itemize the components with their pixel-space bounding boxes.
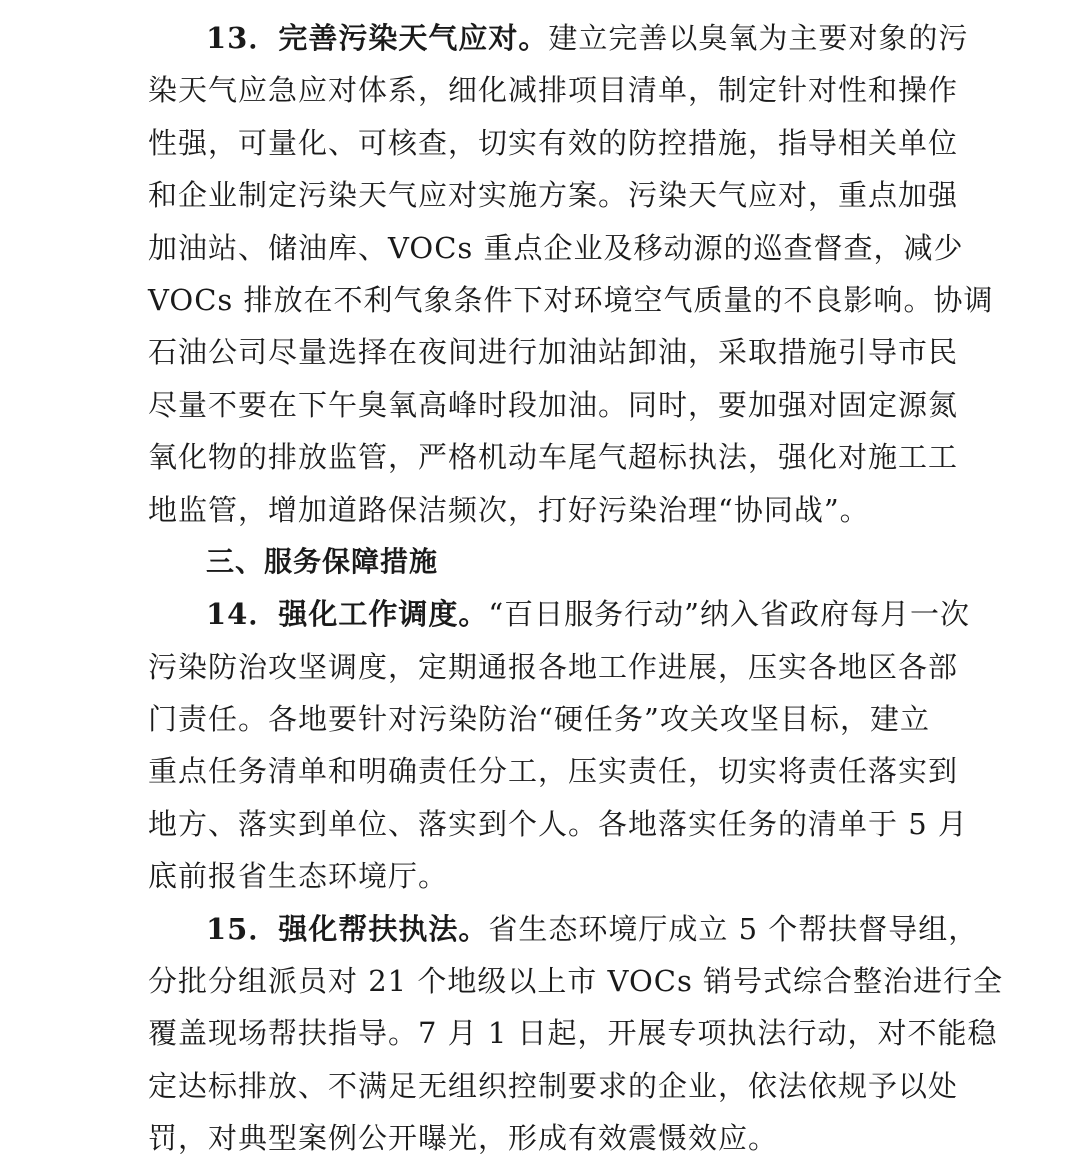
- text-line: 石油公司尽量选择在夜间进行加油站卸油，采取措施引导市民: [148, 335, 959, 370]
- text-line: 重点任务清单和明确责任分工，压实责任，切实将责任落实到: [148, 754, 959, 789]
- text-line: [148, 903, 979, 955]
- text-line: 尽量不要在下午臭氧高峰时段加油。同时，要加强对固定源氮: [148, 387, 959, 422]
- text-line: 氧化物的排放监管，严格机动车尾气超标执法，强化对施工工: [148, 440, 959, 475]
- text-line: VOCs 排放在不利气象条件下对环境空气质量的不良影响。协调: [148, 282, 994, 317]
- text-line: 定达标排放、不满足无组织控制要求的企业，依法依规予以处: [148, 1068, 959, 1103]
- text-line: 地方、落实到单位、落实到个人。各地落实任务的清单于 5 月: [148, 806, 968, 841]
- item-14-text: “百日服务行动”纳入省政府每月一次: [488, 597, 971, 632]
- text-line: 和企业制定污染天气应对实施方案。污染天气应对，重点加强: [148, 178, 959, 213]
- item-13-text: 建立完善以臭氧为主要对象的污: [548, 21, 969, 55]
- item-15-text: 省生态环境厅成立 5 个帮扶督导组，: [488, 911, 979, 946]
- text-line: 性强，可量化、可核查，切实有效的防控措施，指导相关单位: [148, 125, 959, 160]
- text-line: 污染防治攻坚调度，定期通报各地工作进展，压实各地区各部: [148, 649, 959, 684]
- text-line: 地监管，增加道路保洁频次，打好污染治理“协同战”。: [148, 492, 870, 527]
- text-line: 分批分组派员对 21 个地级以上市 VOCs 销号式综合整治进行全: [148, 964, 1004, 999]
- text-line: 覆盖现场帮扶指导。7 月 1 日起，开展专项执法行动，对不能稳: [148, 1016, 998, 1051]
- item-15-title: 15．强化帮扶执法。: [206, 911, 489, 946]
- text-line: 加油站、储油库、VOCs 重点企业及移动源的巡查督查，减少: [148, 230, 964, 265]
- text-line: 门责任。各地要针对污染防治“硬任务”攻关攻坚目标，建立: [148, 702, 930, 737]
- text-line: [148, 12, 969, 64]
- section-heading: 三、服务保障措施: [206, 544, 439, 578]
- text-line: 染天气应急应对体系，细化减排项目清单，制定针对性和操作: [148, 73, 959, 108]
- text-line: [148, 588, 971, 640]
- text-line: 底前报省生态环境厅。: [148, 859, 449, 894]
- item-14-title: 14．强化工作调度。: [206, 597, 489, 632]
- text-line: 罚，对典型案例公开曝光，形成有效震慑效应。: [148, 1121, 779, 1156]
- item-13-title: 13．完善污染天气应对。: [206, 21, 549, 55]
